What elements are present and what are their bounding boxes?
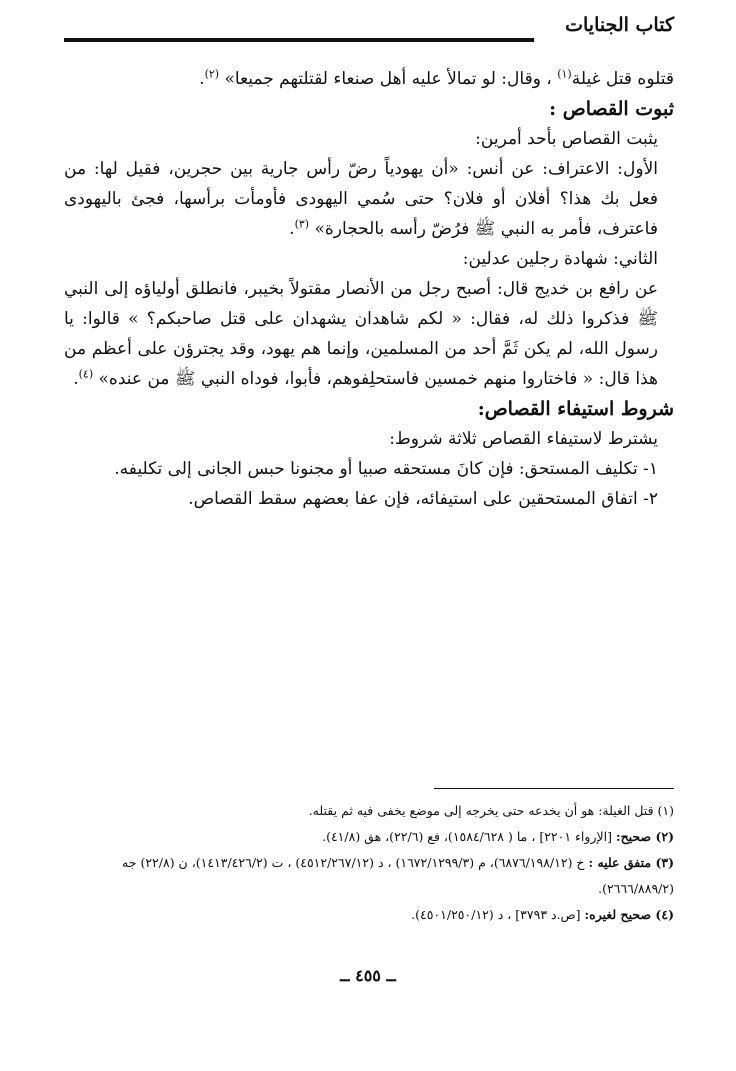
section-title-proof: ثبوت القصاص :	[549, 98, 674, 120]
conditions-intro: يشترط لاستيفاء القصاص ثلاثة شروط:	[389, 429, 658, 449]
section-intro: يثبت القصاص بأحد أمرين:	[475, 129, 658, 149]
footnote-2: (٢) صحيح: [الإرواء ٢٢٠١] ، ما ( ١٥٨٤/٦٢٨)، فع (٢٢/٦)، هق (٤١/٨).	[322, 829, 674, 844]
running-header: كتاب الجنايات	[565, 14, 674, 36]
condition-item-2: ٢- اتفاق المستحقين على استيفائه، فإن عفا بعضهم سقط القصاص.	[188, 489, 658, 509]
footnote-4: (٤) صحيح لغيره: [ص.د ٣٧٩٣] ، د (٤٥٠١/٢٥٠/١٢).	[411, 907, 674, 922]
section-title-conditions: شروط استيفاء القصاص:	[477, 398, 674, 420]
footnote-ref-3[interactable]: (٣)	[294, 217, 310, 231]
first-method-paragraph: الأول: الاعتراف: عن أنس: «أن يهودياً رضّ رأس جارية بين حجرين، فقيل لها: من فعل بك هذا؟ أفلان أو فلان؟ حتى سُمي اليهودى فأومأت برأسها، فجئ باليهودى فاعترف، فأمر به النبي ﷺ فرُضّ رأسه بالحجارة» $^{(٣)}$.	[64, 159, 658, 239]
hadith-paragraph: عن رافع بن خديج قال: أصبح رجل من الأنصار مقتولاً بخيبر، فانطلق أولياؤه إلى النبي ﷺ فذكروا ذلك له، فقال: « لكم شاهدان يشهدان على قتل صاحبكم؟ » قالوا: يا رسول الله، لم يكن ثَمَّ أحد من المسلمين، وإنما هم يهود، وقد يجترؤن على أعظم من هذا قال: « فاختاروا منهم خمسين فاستحلِفوهم، فأبوا، فوداه النبي ﷺ من عنده» $^{(٤)}$.	[64, 279, 658, 389]
footnote-rule	[434, 788, 674, 789]
footnote-1: (١) قتل الغيلة: هو أن يخدعه حتى يخرجه إلى موضع يخفى فيه ثم يقتله.	[308, 803, 674, 818]
footnote-3: (٣) متفق عليه : خ (٦٨٧٦/١٩٨/١٢)، م (١٦٧٢/١٢٩٩/٣) ، د (٤٥١٢/٢٦٧/١٢) ، ت (١٤١٣/٤٢٦/٢)، ن (٢٢/٨) جه (٢٦٦٦/٨٨٩/٢).	[122, 855, 674, 896]
footnote-ref-4[interactable]: (٤)	[78, 367, 94, 381]
intro-line: قتلوه قتل غيلة$^{(١)}$ ، وقال: لو تمالأ عليه أهل صنعاء لقتلتهم جميعا» $^{(٢)}$.	[199, 67, 674, 89]
header-rule	[64, 38, 534, 42]
second-method-heading: الثاني: شهادة رجلين عدلين:	[462, 249, 658, 269]
condition-item-1: ١- تكليف المستحق: فإن كانَ مستحقه صبيا أو مجنونا حبس الجانى إلى تكليفه.	[114, 459, 658, 479]
footnotes	[64, 798, 674, 928]
main-text	[64, 64, 674, 514]
footnote-ref-2[interactable]: (٢)	[204, 67, 220, 81]
page-number: ــ ٤٥٥ ــ	[340, 966, 396, 985]
footnote-ref-1[interactable]: (١)	[557, 67, 572, 81]
